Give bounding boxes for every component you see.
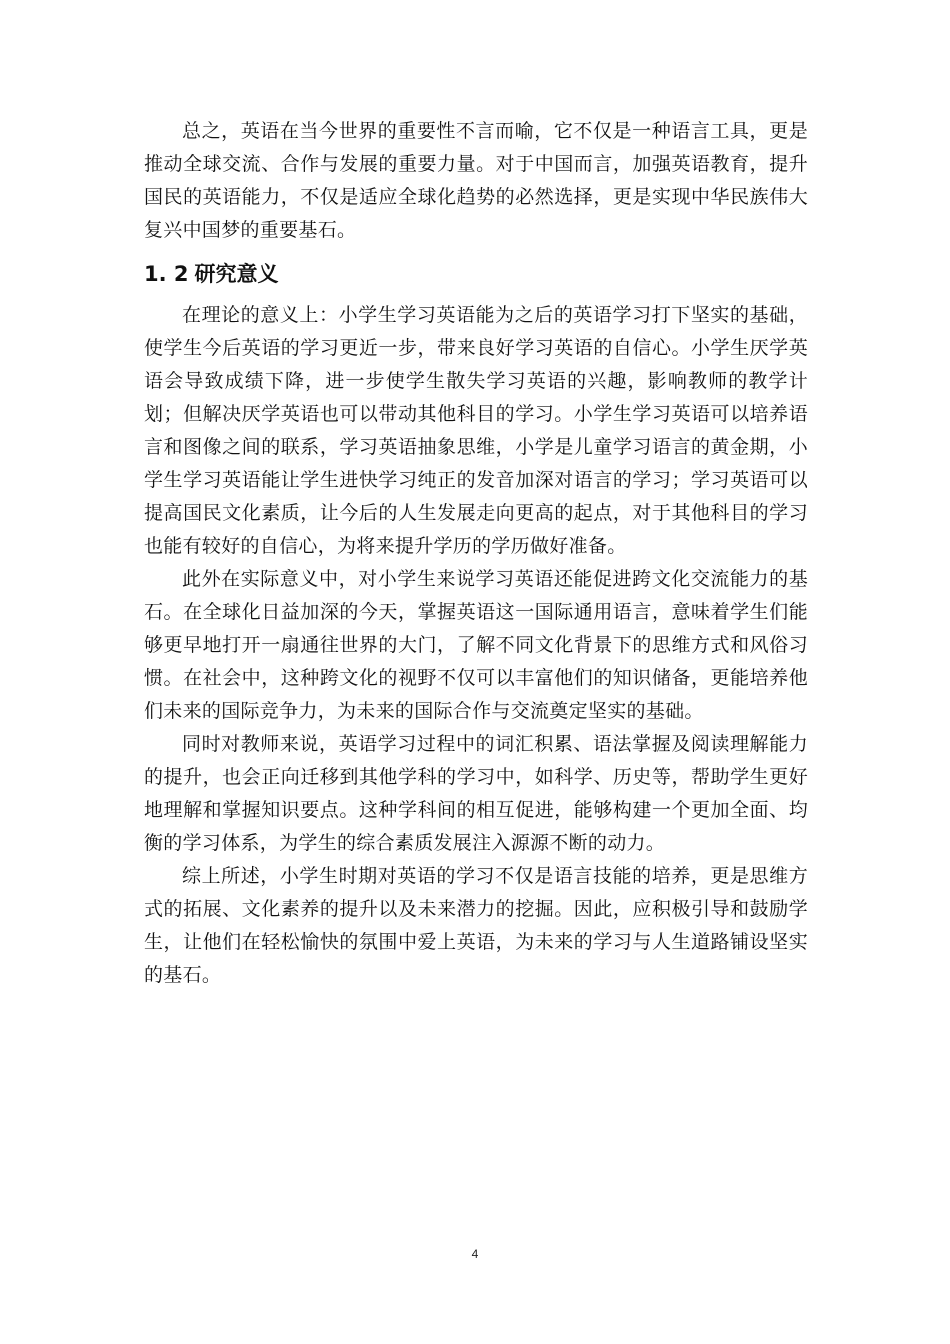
page-number: 4 — [471, 1247, 479, 1261]
section-number: 1. 2 — [144, 262, 189, 286]
paragraph-theoretical-significance: 在理论的意义上：小学生学习英语能为之后的英语学习打下坚实的基础，使学生今后英语的学习更近一步，带来良好学习英语的自信心。小学生厌学英语会导致成绩下降，进一步使学生散失学习英语的兴趣，影响教师的教学计划；但解决厌学英语也可以带动其他科目的学习。小学生学习英语可以培养语言和图像之间的联系，学习英语抽象思维，小学是儿童学习语言的黄金期，小学生学习英语能让学生进快学习纯正的发音加深对语言的学习；学习英语可以提高国民文化素质，让今后的人生发展走向更高的起点，对于其他科目的学习也能有较好的自信心，为将来提升学历的学历做好准备。 — [144, 304, 808, 557]
section-title: 研究意义 — [194, 262, 279, 286]
paragraph-intro: 总之，英语在当今世界的重要性不言而喻，它不仅是一种语言工具，更是推动全球交流、合作与发展的重要力量。对于中国而言，加强英语教育，提升国民的英语能力，不仅是适应全球化趋势的必然选择，更是实现中华民族伟大复兴中国梦的重要基石。 — [144, 120, 808, 241]
section-heading — [144, 259, 808, 289]
paragraph-teacher-significance: 同时对教师来说，英语学习过程中的词汇积累、语法掌握及阅读理解能力的提升，也会正向迁移到其他学科的学习中，如科学、历史等，帮助学生更好地理解和掌握知识要点。这种学科间的相互促进，能够构建一个更加全面、均衡的学习体系，为学生的综合素质发展注入源源不断的动力。 — [144, 733, 808, 854]
paragraph-practical-significance: 此外在实际意义中，对小学生来说学习英语还能促进跨文化交流能力的基石。在全球化日益加深的今天，掌握英语这一国际通用语言，意味着学生们能够更早地打开一扇通往世界的大门，了解不同文化背景下的思维方式和风俗习惯。在社会中，这种跨文化的视野不仅可以丰富他们的知识储备，更能培养他们未来的国际竞争力，为未来的国际合作与交流奠定坚实的基础。 — [144, 568, 808, 722]
page-content — [144, 115, 808, 992]
paragraph-summary: 综上所述，小学生时期对英语的学习不仅是语言技能的培养，更是思维方式的拓展、文化素养的提升以及未来潜力的挖掘。因此，应积极引导和鼓励学生，让他们在轻松愉快的氛围中爱上英语，为未来的学习与人生道路铺设坚实的基石。 — [144, 865, 808, 986]
